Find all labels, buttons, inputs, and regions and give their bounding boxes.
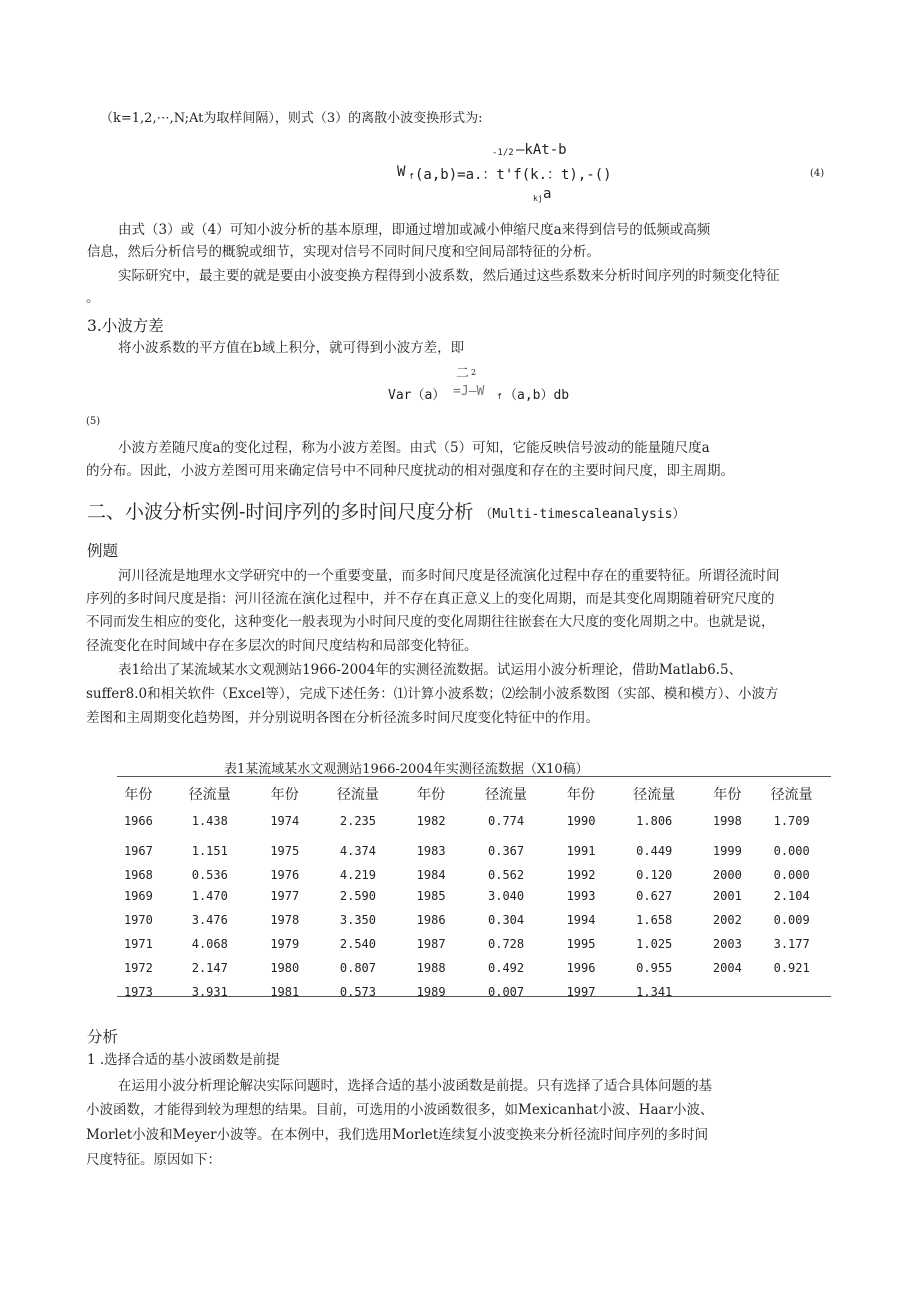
- cell-runoff: 3.476: [191, 913, 228, 927]
- table-row: [117, 866, 831, 884]
- cell-year: 1991: [566, 844, 596, 858]
- eq4-superscript: -1/2: [492, 148, 514, 158]
- example-para1-line1: 河川径流是地理水文学研究中的一个重要变量，而多时间尺度是径流演化过程中存在的重要特征。所谓径流时间: [118, 568, 780, 584]
- header-year: 年份: [124, 787, 153, 803]
- table-row: [117, 908, 831, 932]
- eq5-top-sub: 2: [471, 368, 477, 377]
- eq4-main: W: [397, 164, 406, 180]
- cell-runoff: 3.350: [339, 913, 376, 927]
- cell-runoff: 0.449: [636, 844, 673, 858]
- cell-runoff: 0.728: [488, 937, 525, 951]
- cell-runoff: 0.807: [339, 961, 376, 975]
- section-3-intro: 将小波系数的平方值在b域上积分，就可得到小波方差，即: [118, 340, 465, 356]
- cell-runoff: 1.341: [636, 985, 673, 999]
- cell-year: 1995: [566, 937, 596, 951]
- cell-runoff: 1.806: [636, 814, 673, 828]
- cell-runoff: 0.536: [191, 868, 228, 882]
- example-para1-line3: 不同而发生相应的变化，这种变化一般表现为小时间尺度的变化周期往往嵌套在大尺度的变化周期之中。也就是说，: [86, 614, 775, 630]
- cell-runoff: 3.931: [191, 985, 228, 999]
- cell-year: 1976: [270, 868, 300, 882]
- eq4-lower-sub: kj: [533, 194, 543, 203]
- cell-year: 1984: [416, 868, 446, 882]
- eq5-sub: f: [497, 392, 502, 401]
- cell-year: 1966: [123, 814, 153, 828]
- cell-year: 2001: [712, 889, 742, 903]
- eq5-var: Var（a）: [388, 388, 446, 403]
- header-year: 年份: [270, 787, 299, 803]
- cell-year: 2000: [712, 868, 742, 882]
- analysis-subheading-1: 1 .选择合适的基小波函数是前提: [87, 1052, 280, 1068]
- section-2-title-en: （Multi-timescaleanalysis）: [479, 507, 686, 522]
- cell-runoff: 2.147: [191, 961, 228, 975]
- cell-runoff: 0.367: [488, 844, 525, 858]
- cell-runoff: 1.709: [773, 814, 810, 828]
- example-para2-line2: suffer8.0和相关软件（Excel等），完成下述任务：⑴计算小波系数；⑵绘制小波系数图（实部、模和模方）、小波方: [86, 686, 779, 702]
- section-3-title: 3.小波方差: [87, 317, 164, 335]
- cell-runoff: 0.000: [773, 868, 810, 882]
- eq5-number: (5): [86, 416, 101, 427]
- cell-runoff: 1.470: [191, 889, 228, 903]
- variance-para-line2: 的分布。因此，小波方差图可用来确定信号中不同种尺度扰动的相对强度和存在的主要时间尺度，即主周期。: [86, 463, 734, 479]
- cell-runoff: 4.219: [339, 868, 376, 882]
- cell-runoff: 0.007: [488, 985, 525, 999]
- eq4-number: (4): [810, 168, 825, 179]
- cell-year: 1978: [270, 913, 300, 927]
- cell-year: 1985: [416, 889, 446, 903]
- example-heading: 例题: [87, 542, 119, 560]
- cell-runoff: 2.590: [339, 889, 376, 903]
- table-row: [117, 806, 831, 836]
- cell-runoff: [752, 980, 831, 1004]
- intro-line: （k=1,2,⋯,N;At为取样间隔），则式（3）的离散小波变换形式为:: [100, 111, 483, 126]
- table-caption: 表1某流域某水文观测站1966-2004年实测径流数据（X10稿）: [224, 762, 589, 777]
- header-year: 年份: [713, 787, 742, 803]
- cell-runoff: 0.921: [773, 961, 810, 975]
- cell-year: 1979: [270, 937, 300, 951]
- cell-year: 1971: [123, 937, 153, 951]
- cell-year: 1999: [712, 844, 742, 858]
- cell-runoff: 1.151: [191, 844, 228, 858]
- cell-year: 1980: [270, 961, 300, 975]
- cell-runoff: 1.025: [636, 937, 673, 951]
- cell-year: 1967: [123, 844, 153, 858]
- cell-runoff: 4.068: [191, 937, 228, 951]
- analysis-para-line4: 尺度特征。原因如下：: [86, 1152, 221, 1168]
- cell-year: 1990: [566, 814, 596, 828]
- cell-year: 1970: [123, 913, 153, 927]
- cell-year: 1998: [712, 814, 742, 828]
- cell-year: 1993: [566, 889, 596, 903]
- cell-year: 2002: [712, 913, 742, 927]
- cell-year: 1986: [416, 913, 446, 927]
- cell-runoff: 0.009: [773, 913, 810, 927]
- eq5-top: 二: [456, 366, 470, 381]
- cell-runoff: 0.304: [488, 913, 525, 927]
- example-para2-line1: 表1给出了某流域某水文观测站1966-2004年的实测径流数据。试运用小波分析理论，借助Matlab6.5、: [118, 662, 743, 678]
- cell-runoff: 3.040: [488, 889, 525, 903]
- eq5-mid: =J—W: [453, 384, 485, 399]
- cell-runoff: 0.120: [636, 868, 673, 882]
- table-top-rule: [117, 776, 831, 777]
- cell-year: 1975: [270, 844, 300, 858]
- analysis-para-line3: Morlet小波和Meyer小波等。在本例中，我们选用Morlet连续复小波变换来分析径流时间序列的多时间: [86, 1127, 709, 1143]
- example-para2-line3: 差图和主周期变化趋势图，并分别说明各图在分析径流多时间尺度变化特征中的作用。: [86, 710, 599, 726]
- cell-year: 1982: [416, 814, 446, 828]
- cell-runoff: 3.177: [773, 937, 810, 951]
- paragraph-research-line2: 。: [86, 290, 100, 306]
- cell-runoff: 1.658: [636, 913, 673, 927]
- cell-year: 1973: [123, 985, 153, 999]
- cell-year: 1977: [270, 889, 300, 903]
- paragraph-principle-line1: 由式（3）或（4）可知小波分析的基本原理，即通过增加或减小伸缩尺度a来得到信号的低频或高频: [118, 222, 711, 238]
- cell-runoff: 2.235: [339, 814, 376, 828]
- cell-year: 1997: [566, 985, 596, 999]
- table-row: [117, 932, 831, 956]
- cell-year: 1968: [123, 868, 153, 882]
- analysis-heading: 分析: [87, 1028, 119, 1046]
- cell-year: 1983: [416, 844, 446, 858]
- cell-runoff: 0.573: [339, 985, 376, 999]
- table-header-row: [117, 782, 831, 806]
- cell-year: 2004: [712, 961, 742, 975]
- table-row: [117, 884, 831, 908]
- cell-year: 1989: [416, 985, 446, 999]
- cell-year: 1994: [566, 913, 596, 927]
- analysis-para-line1: 在运用小波分析理论解决实际问题时，选择合适的基小波函数是前提。只有选择了适合具体问题的基: [118, 1078, 712, 1094]
- eq4-sub: f: [409, 172, 414, 181]
- section-2-title: [87, 497, 685, 524]
- eq4-upper-fraction: —kAt-b: [516, 142, 567, 158]
- cell-runoff: 0.000: [773, 844, 810, 858]
- cell-runoff: 0.562: [488, 868, 525, 882]
- cell-year: 1981: [270, 985, 300, 999]
- cell-year: 1988: [416, 961, 446, 975]
- table-row: [117, 956, 831, 980]
- cell-year: 1969: [123, 889, 153, 903]
- runoff-data-table: [117, 782, 831, 1004]
- eq4-lower-a: a: [543, 186, 552, 202]
- header-runoff: 径流量: [485, 787, 528, 803]
- variance-para-line1: 小波方差随尺度a的变化过程，称为小波方差图。由式（5）可知，它能反映信号波动的能量随尺度a: [118, 440, 710, 456]
- section-2-title-cn: 二、小波分析实例-时间序列的多时间尺度分析: [87, 501, 474, 523]
- cell-runoff: 0.492: [488, 961, 525, 975]
- cell-year: 2003: [712, 937, 742, 951]
- cell-runoff: 0.955: [636, 961, 673, 975]
- cell-runoff: 1.438: [191, 814, 228, 828]
- header-runoff: 径流量: [188, 787, 231, 803]
- cell-runoff: 4.374: [339, 844, 376, 858]
- analysis-para-line2: 小波函数，才能得到较为理想的结果。目前，可选用的小波函数很多，如Mexicanhat小波、Haar小波、: [86, 1102, 714, 1118]
- header-year: 年份: [567, 787, 596, 803]
- table-row: [117, 836, 831, 866]
- cell-runoff: 2.540: [339, 937, 376, 951]
- table-row: [117, 980, 831, 1004]
- example-para1-line2: 序列的多时间尺度是指：河川径流在演化过程中，并不存在真正意义上的变化周期，而是其变化周期随着研究尺度的: [86, 591, 775, 607]
- example-para1-line4: 径流变化在时间域中存在多层次的时间尺度结构和局部变化特征。: [86, 638, 478, 654]
- cell-year: 1972: [123, 961, 153, 975]
- cell-year: 1974: [270, 814, 300, 828]
- cell-runoff: 0.774: [488, 814, 525, 828]
- cell-runoff: 2.104: [773, 889, 810, 903]
- cell-year: 1996: [566, 961, 596, 975]
- header-runoff: 径流量: [770, 787, 813, 803]
- header-year: 年份: [417, 787, 446, 803]
- eq4-body: (a,b)=a.：t'f(k.：t),-(): [415, 167, 612, 183]
- paragraph-research-line1: 实际研究中，最主要的就是要由小波变换方程得到小波系数，然后通过这些系数来分析时间序列的时频变化特征: [118, 268, 780, 284]
- cell-runoff: 0.627: [636, 889, 673, 903]
- cell-year: [702, 980, 752, 1004]
- header-runoff: 径流量: [633, 787, 676, 803]
- paragraph-principle-line2: 信息，然后分析信号的概貌或细节，实现对信号不同时间尺度和空间局部特征的分析。: [87, 244, 600, 260]
- cell-year: 1987: [416, 937, 446, 951]
- cell-year: 1992: [566, 868, 596, 882]
- header-runoff: 径流量: [336, 787, 379, 803]
- eq5-end: （a,b）db: [504, 388, 570, 403]
